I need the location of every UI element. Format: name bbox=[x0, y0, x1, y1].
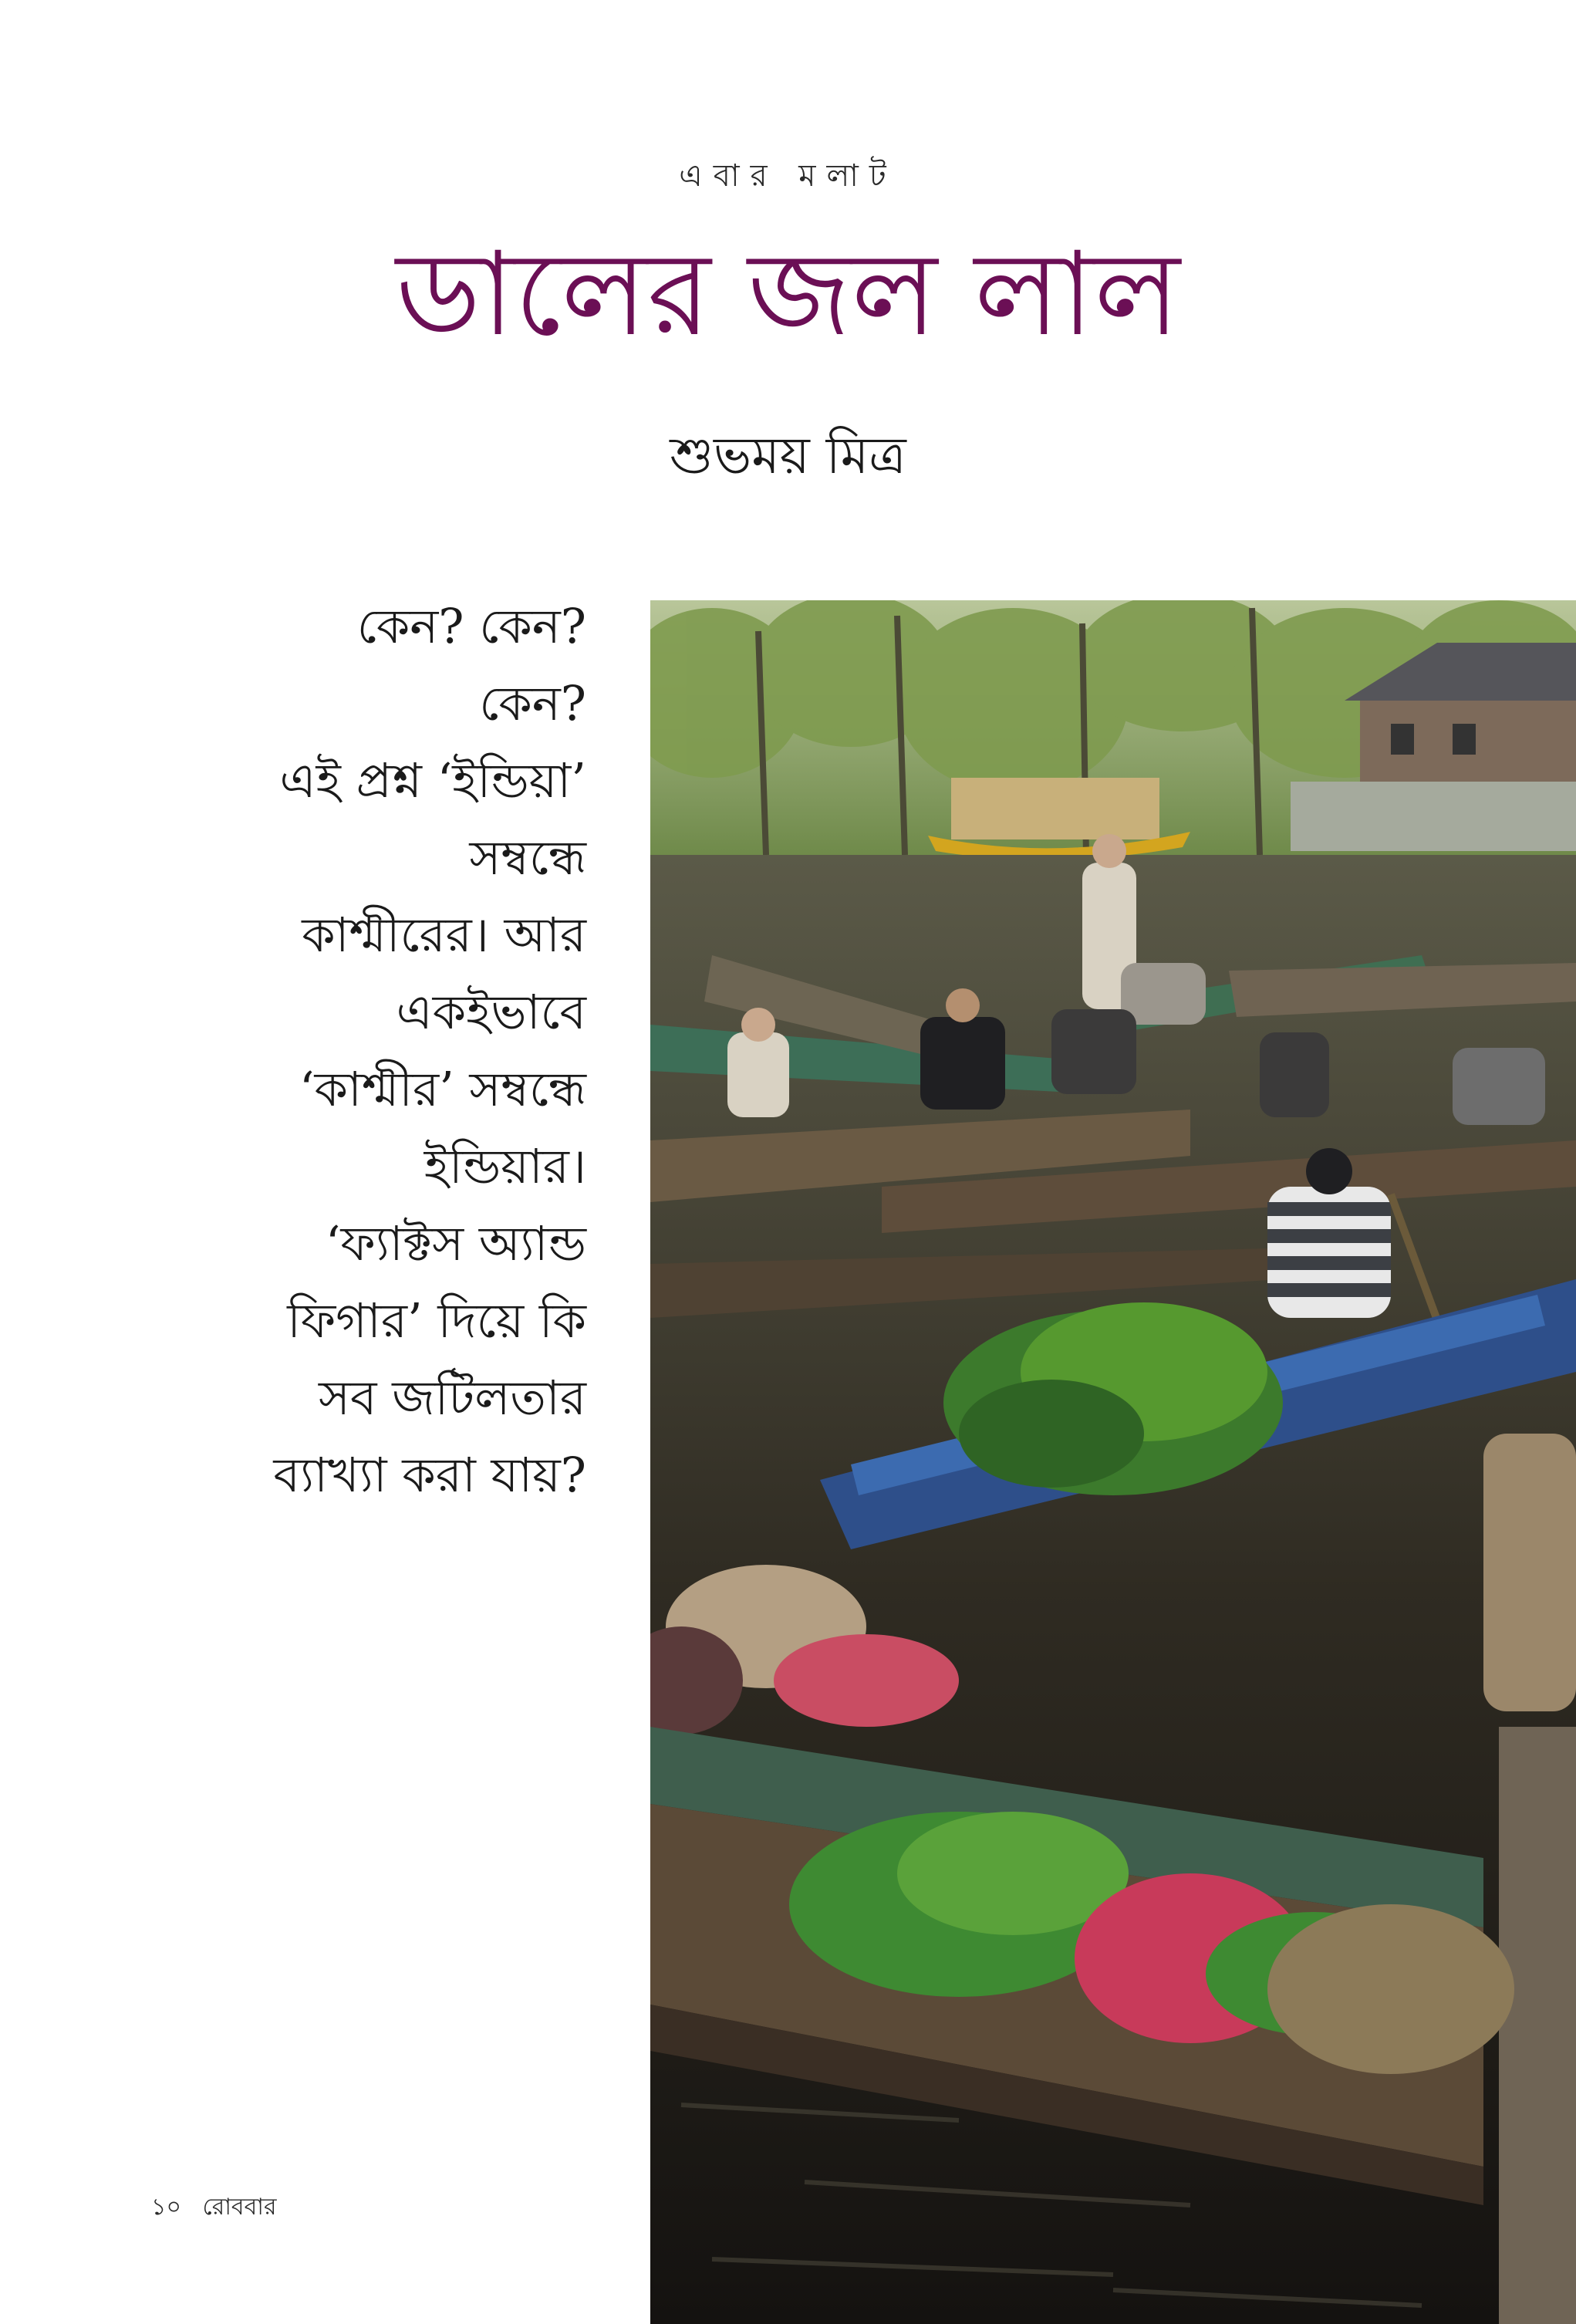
pull-quote-line: ব্যাখ্যা করা যায়? bbox=[273, 1447, 586, 1503]
pull-quote-line: ইন্ডিয়ার। bbox=[424, 1138, 586, 1194]
article-title: ডালের জল লাল bbox=[396, 228, 1180, 362]
page-footer bbox=[151, 2188, 291, 2228]
pull-quote-line: সব জটিলতার bbox=[319, 1370, 586, 1426]
section-kicker: এবার মলাট bbox=[679, 158, 897, 194]
pull-quote-line: সম্বন্ধে bbox=[469, 829, 586, 886]
pull-quote-line: কেন? কেন? bbox=[356, 598, 586, 654]
boat-market-photo bbox=[650, 600, 1576, 2324]
pull-quote-line: ‘ফ্যাক্টস অ্যান্ড bbox=[325, 1215, 586, 1272]
pull-quote-line: একইভাবে bbox=[396, 984, 586, 1040]
pull-quote-line: ফিগার’ দিয়ে কি bbox=[287, 1292, 586, 1349]
photo-illustration bbox=[650, 600, 1576, 2324]
pull-quote-line: ‘কাশ্মীর’ সম্বন্ধে bbox=[299, 1061, 586, 1117]
publication-name: রোববার bbox=[202, 2194, 277, 2221]
pull-quote-line: কাশ্মীরের। আর bbox=[302, 907, 586, 963]
author-byline: শুভময় মিত্র bbox=[670, 426, 906, 485]
pull-quote-line: কেন? bbox=[479, 675, 586, 731]
page-number: ১০ bbox=[151, 2194, 181, 2221]
pull-quote bbox=[139, 588, 586, 1514]
pull-quote-line: এই প্রশ্ন ‘ইন্ডিয়া’ bbox=[279, 752, 586, 809]
